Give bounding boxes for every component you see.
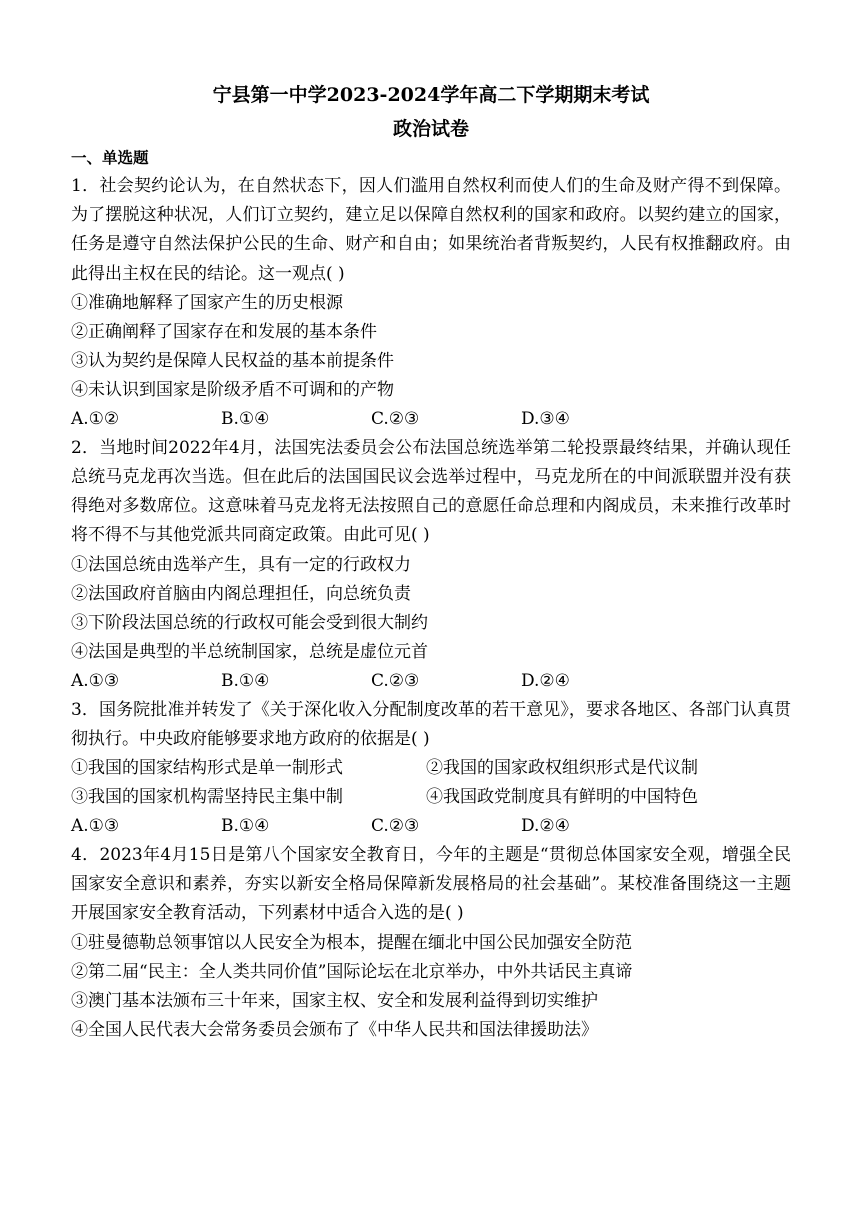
statement: ③澳门基本法颁布三十年来，国家主权、安全和发展利益得到切实维护 <box>71 990 598 1011</box>
statement: ④我国政党制度具有鲜明的中国特色 <box>426 787 698 808</box>
exam-subtitle: 政治试卷 <box>392 118 469 140</box>
statement: ②我国的国家政权组织形式是代议制 <box>426 758 698 779</box>
exam-title: 宁县第一中学2023-2024学年高二下学期期末考试 <box>212 84 650 106</box>
statement-row <box>71 783 791 812</box>
option-d: D.②④ <box>521 816 570 837</box>
statement-row <box>71 754 791 783</box>
question-4 <box>71 841 791 1045</box>
statement: ①驻曼德勒总领事馆以人民安全为根本，提醒在缅北中国公民加强安全防范 <box>71 932 632 953</box>
statement: ②法国政府首脑由内阁总理担任，向总统负责 <box>71 583 411 604</box>
answer-options <box>71 667 791 696</box>
option-c: C.②③ <box>371 670 420 691</box>
question-2 <box>71 434 791 696</box>
statement: ②第二届“民主：全人类共同价值”国际论坛在北京举办，中外共话民主真谛 <box>71 961 633 982</box>
statement: ①法国总统由选举产生，具有一定的行政权力 <box>71 554 411 575</box>
section-heading: 一、单选题 <box>71 149 149 167</box>
question-stem: 4．2023年4月15日是第八个国家安全教育日，今年的主题是“贯彻总体国家安全观，增强全民国家安全意识和素养，夯实以新安全格局保障新发展格局的社会基础”。某校准备围绕这一主题开展国家安全教育活动，下列素材中适合入选的是( ) <box>71 845 791 924</box>
option-c: C.②③ <box>371 408 420 429</box>
statement: ①我国的国家结构形式是单一制形式 <box>71 758 343 779</box>
statement: ④全国人民代表大会常务委员会颁布了《中华人民共和国法律援助法》 <box>71 1019 598 1040</box>
option-a: A.①② <box>71 408 120 429</box>
option-d: D.②④ <box>521 670 570 691</box>
statement: ①准确地解释了国家产生的历史根源 <box>71 292 343 313</box>
option-c: C.②③ <box>371 816 420 837</box>
question-stem: 2．当地时间2022年4月，法国宪法委员会公布法国总统选举第二轮投票最终结果，并确认现任总统马克龙再次当选。但在此后的法国国民议会选举过程中，马克龙所在的中间派联盟并没有获得绝对多数席位。这意味着马克龙将无法按照自己的意愿任命总理和内阁成员，未来推行改革时将不得不与其他党派共同商定政策。由此可见( ) <box>71 437 791 546</box>
statement: ③下阶段法国总统的行政权可能会受到很大制约 <box>71 612 428 633</box>
statement: ③我国的国家机构需坚持民主集中制 <box>71 787 343 808</box>
option-b: B.①④ <box>221 408 270 429</box>
exam-page <box>71 80 791 1045</box>
option-a: A.①③ <box>71 816 120 837</box>
answer-options <box>71 812 791 841</box>
answer-options <box>71 405 791 434</box>
option-a: A.①③ <box>71 670 120 691</box>
question-3 <box>71 696 791 841</box>
statement: ④未认识到国家是阶级矛盾不可调和的产物 <box>71 379 394 400</box>
statement: ③认为契约是保障人民权益的基本前提条件 <box>71 350 394 371</box>
question-stem: 3．国务院批准并转发了《关于深化收入分配制度改革的若干意见》，要求各地区、各部门认真贯彻执行。中央政府能够要求地方政府的依据是( ) <box>71 699 791 749</box>
statement: ②正确阐释了国家存在和发展的基本条件 <box>71 321 377 342</box>
option-b: B.①④ <box>221 670 270 691</box>
question-stem: 1．社会契约论认为，在自然状态下，因人们滥用自然权利而使人们的生命及财产得不到保障。为了摆脱这种状况，人们订立契约，建立足以保障自然权利的国家和政府。以契约建立的国家，任务是遵守自然法保护公民的生命、财产和自由；如果统治者背叛契约，人民有权推翻政府。由此得出主权在民的结论。这一观点( ) <box>71 176 791 284</box>
statement: ④法国是典型的半总统制国家，总统是虚位元首 <box>71 641 428 662</box>
option-d: D.③④ <box>521 408 570 429</box>
option-b: B.①④ <box>221 816 270 837</box>
question-1 <box>71 172 791 434</box>
